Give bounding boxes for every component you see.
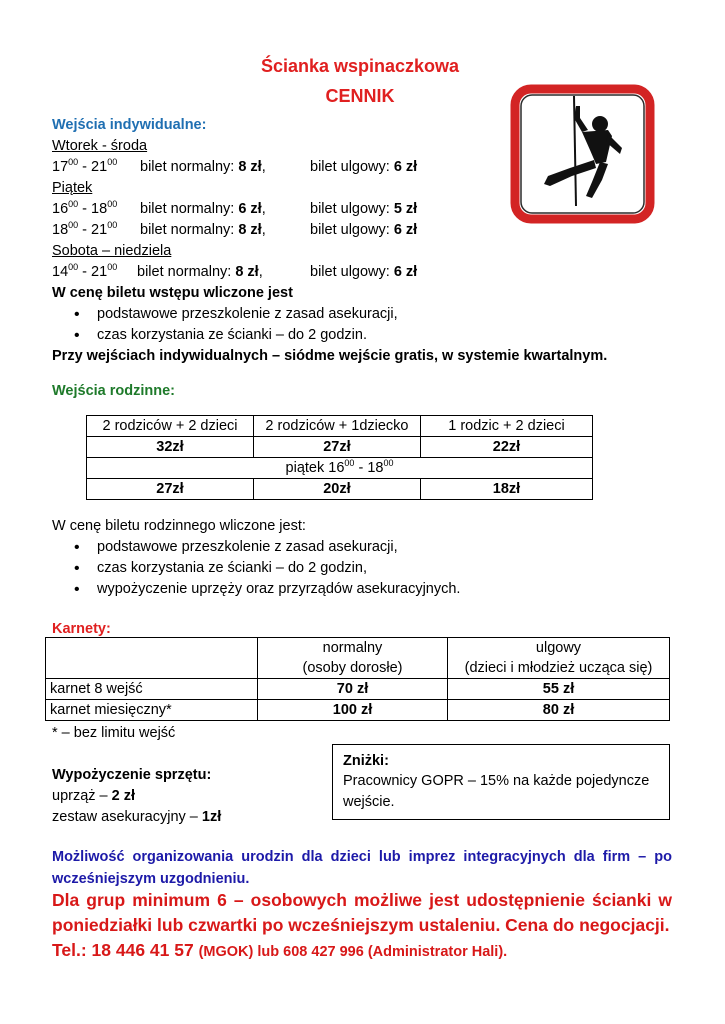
groups-note: Dla grup minimum 6 – osobowych możliwe jest udostępnienie ścianki w poniedziałki lub czwartki po wcześniejszym ustaleniu. Cena do negocjacji. [52, 890, 672, 935]
table-header: ulgowy (dzieci i młodzież ucząca się) [448, 638, 670, 679]
passes-footnote: * – bez limitu wejść [52, 725, 176, 741]
list-item: • wypożyczenie uprzęży oraz przyrządów asekuracyjnych. [52, 579, 672, 600]
family-heading: Wejścia rodzinne: [52, 383, 176, 399]
table-cell: 70 zł [258, 679, 448, 700]
individual-heading: Wejścia indywidualne: [52, 117, 207, 133]
table-cell: 27zł [87, 479, 254, 500]
rental-heading: Wypożyczenie sprzętu: [52, 767, 212, 783]
contact-line [52, 938, 672, 965]
family-price-table [86, 415, 593, 500]
list-item: • podstawowe przeszkolenie z zasad asekuracji, [52, 537, 672, 558]
list-item: • podstawowe przeszkolenie z zasad asekuracji, [52, 304, 672, 325]
rental-item: uprząż – 2 zł [52, 788, 136, 804]
rental-item: zestaw asekuracyjny – 1zł [52, 809, 222, 825]
individual-section [52, 115, 672, 367]
contact-details: (MGOK) lub 608 427 996 (Administrator Hali). [198, 944, 508, 960]
page-subtitle: CENNIK [325, 86, 395, 106]
table-cell: 18zł [420, 479, 592, 500]
table-cell: 22zł [420, 437, 592, 458]
events-note: Możliwość organizowania urodzin dla dzieci lub imprez integracyjnych dla firm – po wcześniejszym uzgodnieniu. [52, 849, 672, 887]
promo-text: Przy wejściach indywidualnych – siódme wejście gratis, w systemie kwartalnym. [52, 348, 608, 364]
family-included [52, 516, 672, 600]
price-row: $17^{00} - 21^{00}$ bilet normalny: 8 zł, bilet ulgowy: 6 zł [52, 157, 418, 175]
table-cell: 100 zł [258, 700, 448, 721]
table-header: 2 rodziców + 2 dzieci [87, 416, 254, 437]
price-row: $18^{00} - 21^{00}$ bilet normalny: 8 zł, bilet ulgowy: 6 zł [52, 220, 418, 238]
list-item: • czas korzystania ze ścianki – do 2 godzin. [52, 325, 672, 346]
friday-row: piątek $16^{00} - 18^{00}$ [87, 458, 593, 479]
discounts-heading: Zniżki: [343, 753, 389, 769]
day-tue-wed: Wtorek - środa [52, 138, 148, 154]
list-item: • czas korzystania ze ścianki – do 2 godzin, [52, 558, 672, 579]
passes-heading: Karnety: [52, 621, 111, 637]
table-cell: 55 zł [448, 679, 670, 700]
phone-number: Tel.: 18 446 41 57 [52, 940, 194, 960]
passes-table [45, 637, 670, 721]
table-header [46, 638, 258, 679]
table-cell: 20zł [253, 479, 420, 500]
page-title: Ścianka wspinaczkowa [260, 56, 460, 76]
included-heading: W cenę biletu wstępu wliczone jest [52, 285, 293, 301]
table-header: 2 rodziców + 1dziecko [253, 416, 420, 437]
day-friday: Piątek [52, 180, 93, 196]
table-cell: 80 zł [448, 700, 670, 721]
table-header: normalny (osoby dorosłe) [258, 638, 448, 679]
table-cell: 32zł [87, 437, 254, 458]
table-cell: karnet miesięczny* [46, 700, 258, 721]
table-cell: karnet 8 wejść [46, 679, 258, 700]
table-cell: 27zł [253, 437, 420, 458]
price-row: $16^{00} - 18^{00}$ bilet normalny: 6 zł, bilet ulgowy: 5 zł [52, 199, 418, 217]
discounts-box [332, 744, 670, 820]
rental-section [52, 765, 322, 828]
family-included-heading: W cenę biletu rodzinnego wliczone jest: [52, 518, 306, 534]
discounts-text: Pracownicy GOPR – 15% na każde pojedyncze wejście. [343, 773, 650, 810]
price-row: $14^{00} - 21^{00}$ bilet normalny: 8 zł, bilet ulgowy: 6 zł [52, 262, 418, 280]
day-weekend: Sobota – niedziela [52, 243, 172, 259]
table-header: 1 rodzic + 2 dzieci [420, 416, 592, 437]
